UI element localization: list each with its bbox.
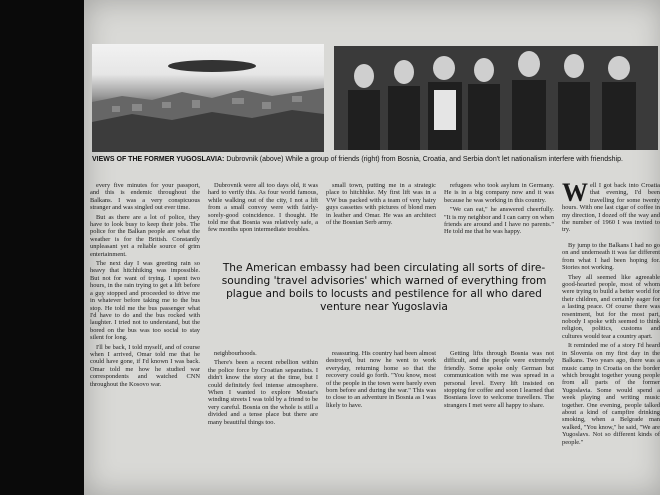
paragraph: neighbourhoods. [214, 350, 257, 357]
photo-group-of-friends [334, 46, 658, 150]
caption-lead: VIEWS OF THE FORMER YUGOSLAVIA: [92, 156, 225, 163]
caption-text: Dubrovnik (above) While a group of friends (right) from Bosnia, Croatia, and Serbia don't let nationalism interfere with friendship. [226, 156, 623, 163]
photo-dubrovnik [92, 44, 324, 152]
paragraph: ell I got back into Croatia that evening, I'd been travelling for some twenty hours. With one last cigar of coffee in my direction, I dozed off the way and the number of 1960 I was invited to try. [562, 182, 660, 234]
article-column-4-lower [444, 350, 554, 495]
paragraph: But as there are a lot of police, they have to look busy to keep their jobs. The police for the Balkan people are what the weather is for the British. Constantly unpleasant yet a reliable source of grim entertainment. [90, 213, 200, 258]
photo-caption [92, 156, 652, 164]
paragraph: They all seemed like agreeable good-hearted people, most of whom were trying to build a better world for their children, and certainly eager for a lasting peace. Of course there was resentment, but for the most part, nobody I spoke with seemed to think religion, politics, customs and cultures would tear a country apart. [562, 273, 660, 340]
paragraph: Getting lifts through Bosnia was not difficult, and the people were extremely friendly. Some spoke only German but communication with me was spread in a personal level. Every lift insisted on stopping for coffee and soon I learned that Bosnians love to welcome travellers. The strangers I met were all happy to share. [444, 350, 554, 409]
article-column-2-lower [208, 350, 318, 495]
paragraph: There's been a recent rebellion within the police force by Croatian separatists. I didn't know the story at the time, but I could definitely feel intense atmosphere. When I wanted to explore Mostar's winding streets I was told by a friend to be very careful. Bosnia on the whole is still a divided and a tense place but there are many beautiful things too. [208, 359, 318, 426]
paragraph: refugees who took asylum in Germany. He is in a big company now and it was because he was working in this country. [444, 182, 554, 204]
paragraph: By jump to the Balkans I had no go on and underneath it was far different from what I had been hoping for. Stories not working. [562, 242, 660, 272]
article-column-2 [208, 182, 318, 254]
article-column-3-lower [326, 350, 436, 495]
article-column-5-top [562, 182, 660, 242]
paragraph: Dubrovnik were all too days old, it was hard to verify this. As four world famous, while walking out of the city, I not a lift from a small convoy were with fairly-sorely-good coincidence. I thought. He told me that Bosnia was relatively safe, a few months upon intermediate troubles. [208, 182, 318, 234]
article-column-5 [562, 242, 660, 495]
paragraph: It reminded me of a story I'd heard in Slovenia on my first day in the Balkans. Two years ago, there was a music camp in Croatia on the border which brought together young people from all parts of the former Yugoslavia. Some would spend a week playing and writing music together. One evening, people talked about a kind of campfire drinking smoking, when a Belgrade man walked, "You know," he said, "We are Yugoslavs. Not so different kinds of people." [562, 342, 660, 446]
pull-quote: The American embassy had been circulating all sorts of dire-sounding 'travel advisories' which warned of everything from plague and boils to locusts and pestilence for all who dared venture near Yugoslavia [221, 262, 547, 313]
friends-photo-illustration [334, 46, 658, 150]
paragraph: every five minutes for your passport, and this is endemic throughout the Balkans. I was a very conspicuous stranger and was singled out ever time. [90, 182, 200, 212]
paragraph: small town, putting me in a strategic place to hitchhike. My first lift was in a VW bus packed with a team of very hairy guys cassettes with pictures of blond men in leather and Omar. He was an architect of the Bosnian Serb army. [326, 182, 436, 227]
paragraph: I'll be back, I told myself, and of course when I arrived, Omar told me that he could have gone, if I'd known I was back. Omar told me how he studied war correspondents and watched CNN throughout the Kosovo war. [90, 343, 200, 388]
article-column-3 [326, 182, 436, 254]
paragraph: "We can eat," he answered cheerfully. "It is my neighbor and I can carry on when friends are around and I have no parents." He told me that he was happy. [444, 206, 554, 236]
paragraph: The next day I was greeting rain so heavy that hitchhiking was impossible. But not for want of trying. I spent two hours, in the rain trying to get a lift before a guy stopped and proceeded to drive me in whatever before taking me to the bus stop. He told me the bus passenger what I'd have to do and the bus rocked with laughter. I tried not to understand, but the bored on the bus was too social to stay silent for long. [90, 260, 200, 342]
article-column-4 [444, 182, 554, 254]
paragraph: reassuring. His country had been almost destroyed, but now he went to work everyday, returning home so that the recovery could go forth. "You know, most of the people in the town were barely even born before and during the war." This was to close to an adventure in Bosnia as I was likely to have. [326, 350, 436, 409]
drop-cap: W [562, 182, 588, 207]
article-column-1 [90, 182, 200, 495]
dubrovnik-photo-illustration [92, 44, 324, 152]
newspaper-page [84, 0, 660, 495]
